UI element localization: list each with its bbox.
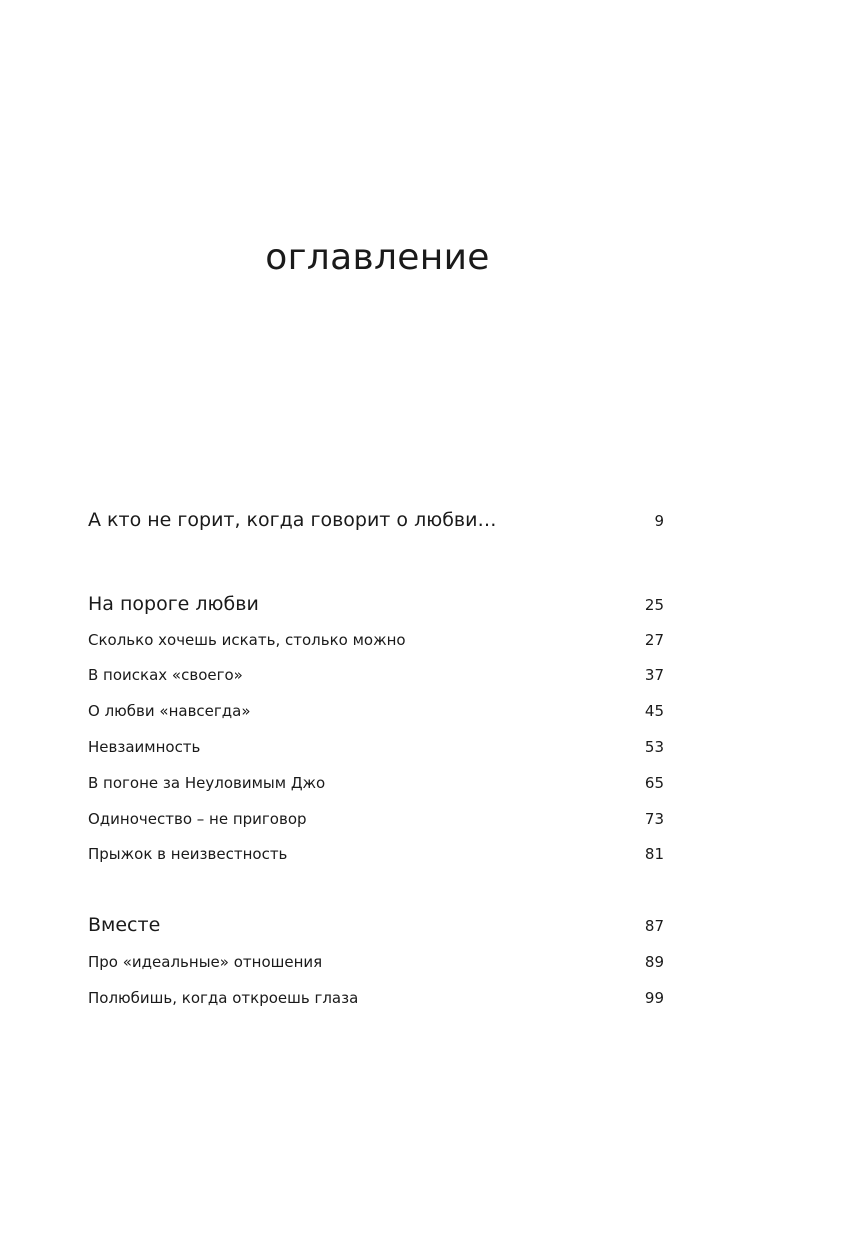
toc-entry-label: О любви «навсегда» — [88, 702, 251, 720]
toc-entry-label: Прыжок в неизвестность — [88, 845, 288, 863]
toc-entry-intro[interactable] — [88, 505, 664, 535]
toc-entry-label: В поисках «своего» — [88, 666, 243, 684]
toc-entry-label: Одиночество – не приговор — [88, 810, 307, 828]
toc-entry-label: Невзаимность — [88, 738, 201, 756]
toc-entry-page: 9 — [654, 512, 664, 530]
toc-entry-page: 81 — [644, 845, 664, 863]
toc-section-label: Вместе — [88, 914, 161, 936]
toc-section-label: На пороге любви — [88, 593, 259, 615]
toc-section-heading[interactable] — [88, 589, 664, 619]
toc-entry-label: Про «идеальные» отношения — [88, 953, 323, 971]
toc-entry-page: 99 — [644, 989, 664, 1007]
toc-entry[interactable] — [88, 627, 664, 653]
toc-entry[interactable] — [88, 698, 664, 724]
toc-entry-page: 27 — [644, 631, 664, 649]
toc-entry[interactable] — [88, 806, 664, 832]
toc-entry-page: 45 — [644, 702, 664, 720]
toc-section-page: 25 — [644, 596, 664, 614]
toc-entry-label: Полюбишь, когда откроешь глаза — [88, 989, 359, 1007]
toc-entry-label: В погоне за Неуловимым Джо — [88, 774, 326, 792]
toc-section-heading[interactable] — [88, 910, 664, 940]
toc-entry-label: А кто не горит, когда говорит о любви… — [88, 509, 497, 531]
page-title: оглавление — [265, 237, 490, 278]
toc-entry-page: 53 — [644, 738, 664, 756]
toc-entry-page: 37 — [644, 666, 664, 684]
toc-entry[interactable] — [88, 985, 664, 1011]
toc-section-page: 87 — [644, 917, 664, 935]
toc-entry-page: 73 — [644, 810, 664, 828]
toc-entry[interactable] — [88, 949, 664, 975]
toc-entry[interactable] — [88, 734, 664, 760]
toc-entry-label: Сколько хочешь искать, столько можно — [88, 631, 406, 649]
toc-entry[interactable] — [88, 662, 664, 688]
toc-entry-page: 89 — [644, 953, 664, 971]
toc-entry-page: 65 — [644, 774, 664, 792]
toc-entry[interactable] — [88, 770, 664, 796]
toc-entry[interactable] — [88, 841, 664, 867]
